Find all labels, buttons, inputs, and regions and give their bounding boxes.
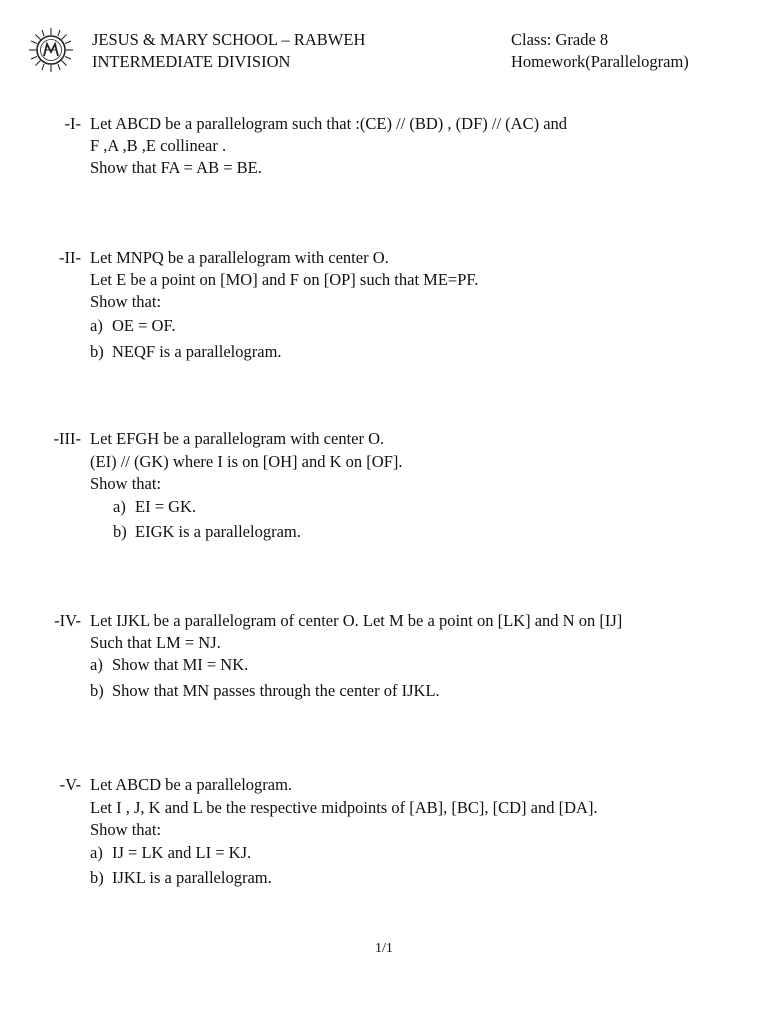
school-header — [92, 29, 365, 73]
part-label: b) — [90, 342, 104, 361]
exercise-part — [90, 654, 248, 676]
part-text: EIGK is a parallelogram. — [135, 522, 301, 541]
part-text: NEQF is a parallelogram. — [112, 342, 282, 361]
exercise-line: Such that LM = NJ. — [90, 633, 221, 652]
exercise-line: (EI) // (GK) where I is on [OH] and K on [OF]. — [90, 452, 403, 471]
exercise-number: -V- — [59, 775, 81, 794]
part-label: a) — [90, 843, 103, 862]
exercise-part — [90, 842, 251, 864]
exercise-line: Show that FA = AB = BE. — [90, 158, 262, 177]
exercise-line: F ,A ,B ,E collinear . — [90, 136, 227, 155]
class-header — [511, 29, 689, 73]
exercise-line: Show that: — [90, 292, 162, 311]
division-name: INTERMEDIATE DIVISION — [92, 52, 291, 71]
page-number: 1/1 — [375, 941, 393, 956]
exercise-number: -IV- — [54, 611, 81, 630]
exercise-number: -III- — [53, 429, 81, 448]
school-name: JESUS & MARY SCHOOL – RABWEH — [92, 30, 366, 49]
part-text: OE = OF. — [112, 316, 176, 335]
part-text: EI = GK. — [135, 497, 197, 516]
part-label: a) — [90, 655, 103, 674]
part-text: IJ = LK and LI = KJ. — [112, 843, 252, 862]
exercise-part — [113, 496, 196, 518]
part-text: IJKL is a parallelogram. — [112, 868, 272, 887]
exercise-line: Let MNPQ be a parallelogram with center O. — [90, 248, 389, 267]
exercise-part — [90, 341, 282, 363]
class-label: Class: Grade 8 — [511, 30, 609, 49]
part-label: b) — [113, 522, 127, 541]
exercise-line: Show that: — [90, 474, 162, 493]
exercise-line: Show that: — [90, 820, 162, 839]
exercise-number: -II- — [59, 248, 81, 267]
school-logo-icon — [26, 26, 76, 74]
exercise-line: Let ABCD be a parallelogram such that :(CE) // (BD) , (DF) // (AC) and — [90, 114, 568, 133]
exercise-line: Let EFGH be a parallelogram with center O. — [90, 429, 385, 448]
exercise-part — [113, 521, 301, 543]
part-label: b) — [90, 868, 104, 887]
exercise-line: Let IJKL be a parallelogram of center O. Let M be a point on [LK] and N on [IJ] — [90, 611, 623, 630]
part-label: b) — [90, 681, 104, 700]
exercise-part — [90, 315, 175, 337]
part-text: Show that MI = NK. — [112, 655, 249, 674]
part-text: Show that MN passes through the center of IJKL. — [112, 681, 440, 700]
homework-label: Homework(Parallelogram) — [511, 52, 689, 71]
part-label: a) — [90, 316, 103, 335]
part-label: a) — [113, 497, 126, 516]
exercise-number: -I- — [64, 114, 81, 133]
exercise-line: Let I , J, K and L be the respective midpoints of [AB], [BC], [CD] and [DA]. — [90, 798, 598, 817]
exercise-part — [90, 867, 272, 889]
exercise-part — [90, 680, 440, 702]
exercise-line: Let ABCD be a parallelogram. — [90, 775, 293, 794]
exercise-line: Let E be a point on [MO] and F on [OP] such that ME=PF. — [90, 270, 479, 289]
